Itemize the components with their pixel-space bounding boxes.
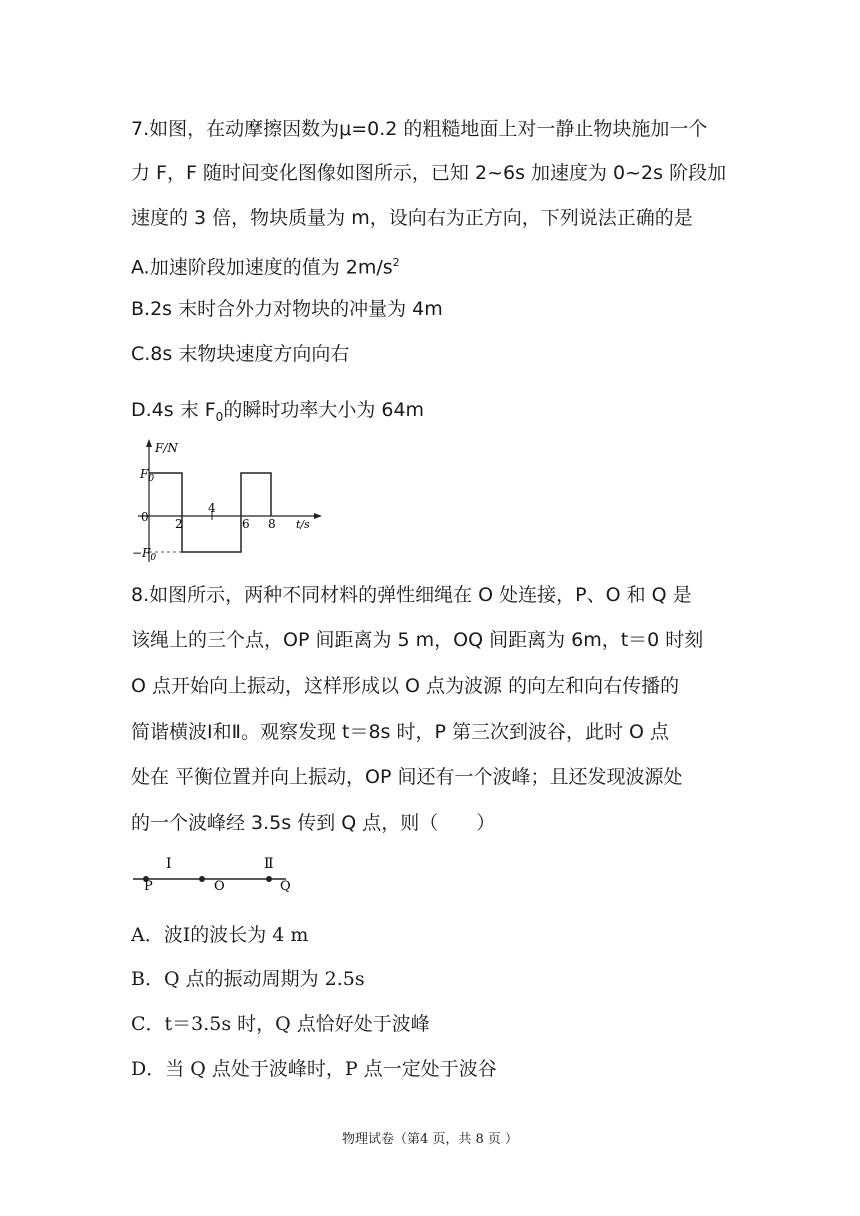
origin-label: 0: [141, 510, 149, 524]
q8-option-b: B．Q 点的振动周期为 2.5s: [131, 968, 365, 990]
q8-option-d: D．当 Q 点处于波峰时，P 点一定处于波谷: [131, 1058, 497, 1080]
wave-ii-label: Ⅱ: [264, 856, 274, 872]
q8-option-a: A．波Ⅰ的波长为 4 m: [131, 924, 309, 946]
q8-stem-line-6: 的一个波峰经 3.5s 传到 Q 点，则（ ）: [131, 812, 496, 834]
point-q-dot: [266, 876, 272, 882]
tick-label-4: 4: [208, 501, 216, 515]
point-q-label: Q: [280, 879, 291, 894]
point-o-label: O: [214, 879, 225, 894]
y-pos-label-sub: 0: [148, 474, 155, 484]
q7-option-a-sup: 2: [392, 256, 400, 269]
y-neg-label-main: −F: [132, 546, 151, 560]
y-neg-label: [132, 546, 156, 563]
q7-stem-line-2: 力 F，F 随时间变化图像如图所示，已知 2~6s 加速度为 0~2s 阶段加: [131, 162, 727, 184]
point-o-dot: [199, 876, 205, 882]
q8-option-c: C．t＝3.5s 时，Q 点恰好处于波峰: [131, 1013, 430, 1035]
page-footer: 物理试卷（第4 页，共 8 页 ）: [341, 1132, 519, 1147]
q7-option-d: [131, 397, 424, 430]
q7-stem-line-1: 7.如图，在动摩擦因数为μ=0.2 的粗糙地面上对一静止物块施加一个: [131, 118, 708, 140]
tick-label-8: 8: [268, 517, 276, 531]
x-axis-label: t/s: [296, 518, 310, 531]
x-axis-arrow: [314, 513, 322, 519]
q8-stem-line-5: 处在 平衡位置并向上振动，OP 间还有一个波峰；且还发现波源处: [131, 766, 683, 788]
q8-stem-line-4: 简谐横波Ⅰ和Ⅱ。观察发现 t＝8s 时，P 第三次到波谷，此时 O 点: [131, 721, 670, 743]
q8-stem-line-1: 8.如图所示，两种不同材料的弹性细绳在 O 处连接，P、O 和 Q 是: [131, 584, 692, 606]
rope-diagram: [128, 850, 308, 895]
q7-option-b: B.2s 末时合外力对物块的冲量为 4m: [131, 298, 443, 320]
force-time-graph: [128, 436, 328, 566]
tick-label-2: 2: [175, 517, 183, 531]
q7-option-d-post: 的瞬时功率大小为 64m: [223, 399, 425, 421]
q8-stem-line-3: O 点开始向上振动，这样形成以 O 点为波源 的向左和向右传播的: [131, 675, 680, 697]
tick-label-6: 6: [242, 517, 250, 531]
q7-option-a: [131, 250, 400, 280]
q7-option-a-text: A.加速阶段加速度的值为 2m/s: [131, 256, 393, 279]
q7-option-c: C.8s 末物块速度方向向右: [131, 343, 350, 365]
point-p-label: P: [144, 879, 153, 894]
q7-option-d-pre: D.4s 末 F: [131, 399, 216, 421]
wave-i-label: Ⅰ: [166, 856, 172, 872]
q7-option-d-sub: 0: [215, 409, 224, 424]
q7-stem-line-3: 速度的 3 倍，物块质量为 m，设向右为正方向，下列说法正确的是: [131, 207, 693, 229]
y-neg-label-sub: 0: [150, 553, 157, 563]
y-pos-label-main: F: [140, 467, 149, 481]
q8-stem-line-2: 该绳上的三个点，OP 间距离为 5 m，OQ 间距离为 6m，t＝0 时刻: [131, 629, 704, 651]
y-axis-label: F/N: [155, 441, 178, 455]
y-axis-arrow: [146, 439, 152, 447]
y-pos-label: [139, 467, 154, 484]
